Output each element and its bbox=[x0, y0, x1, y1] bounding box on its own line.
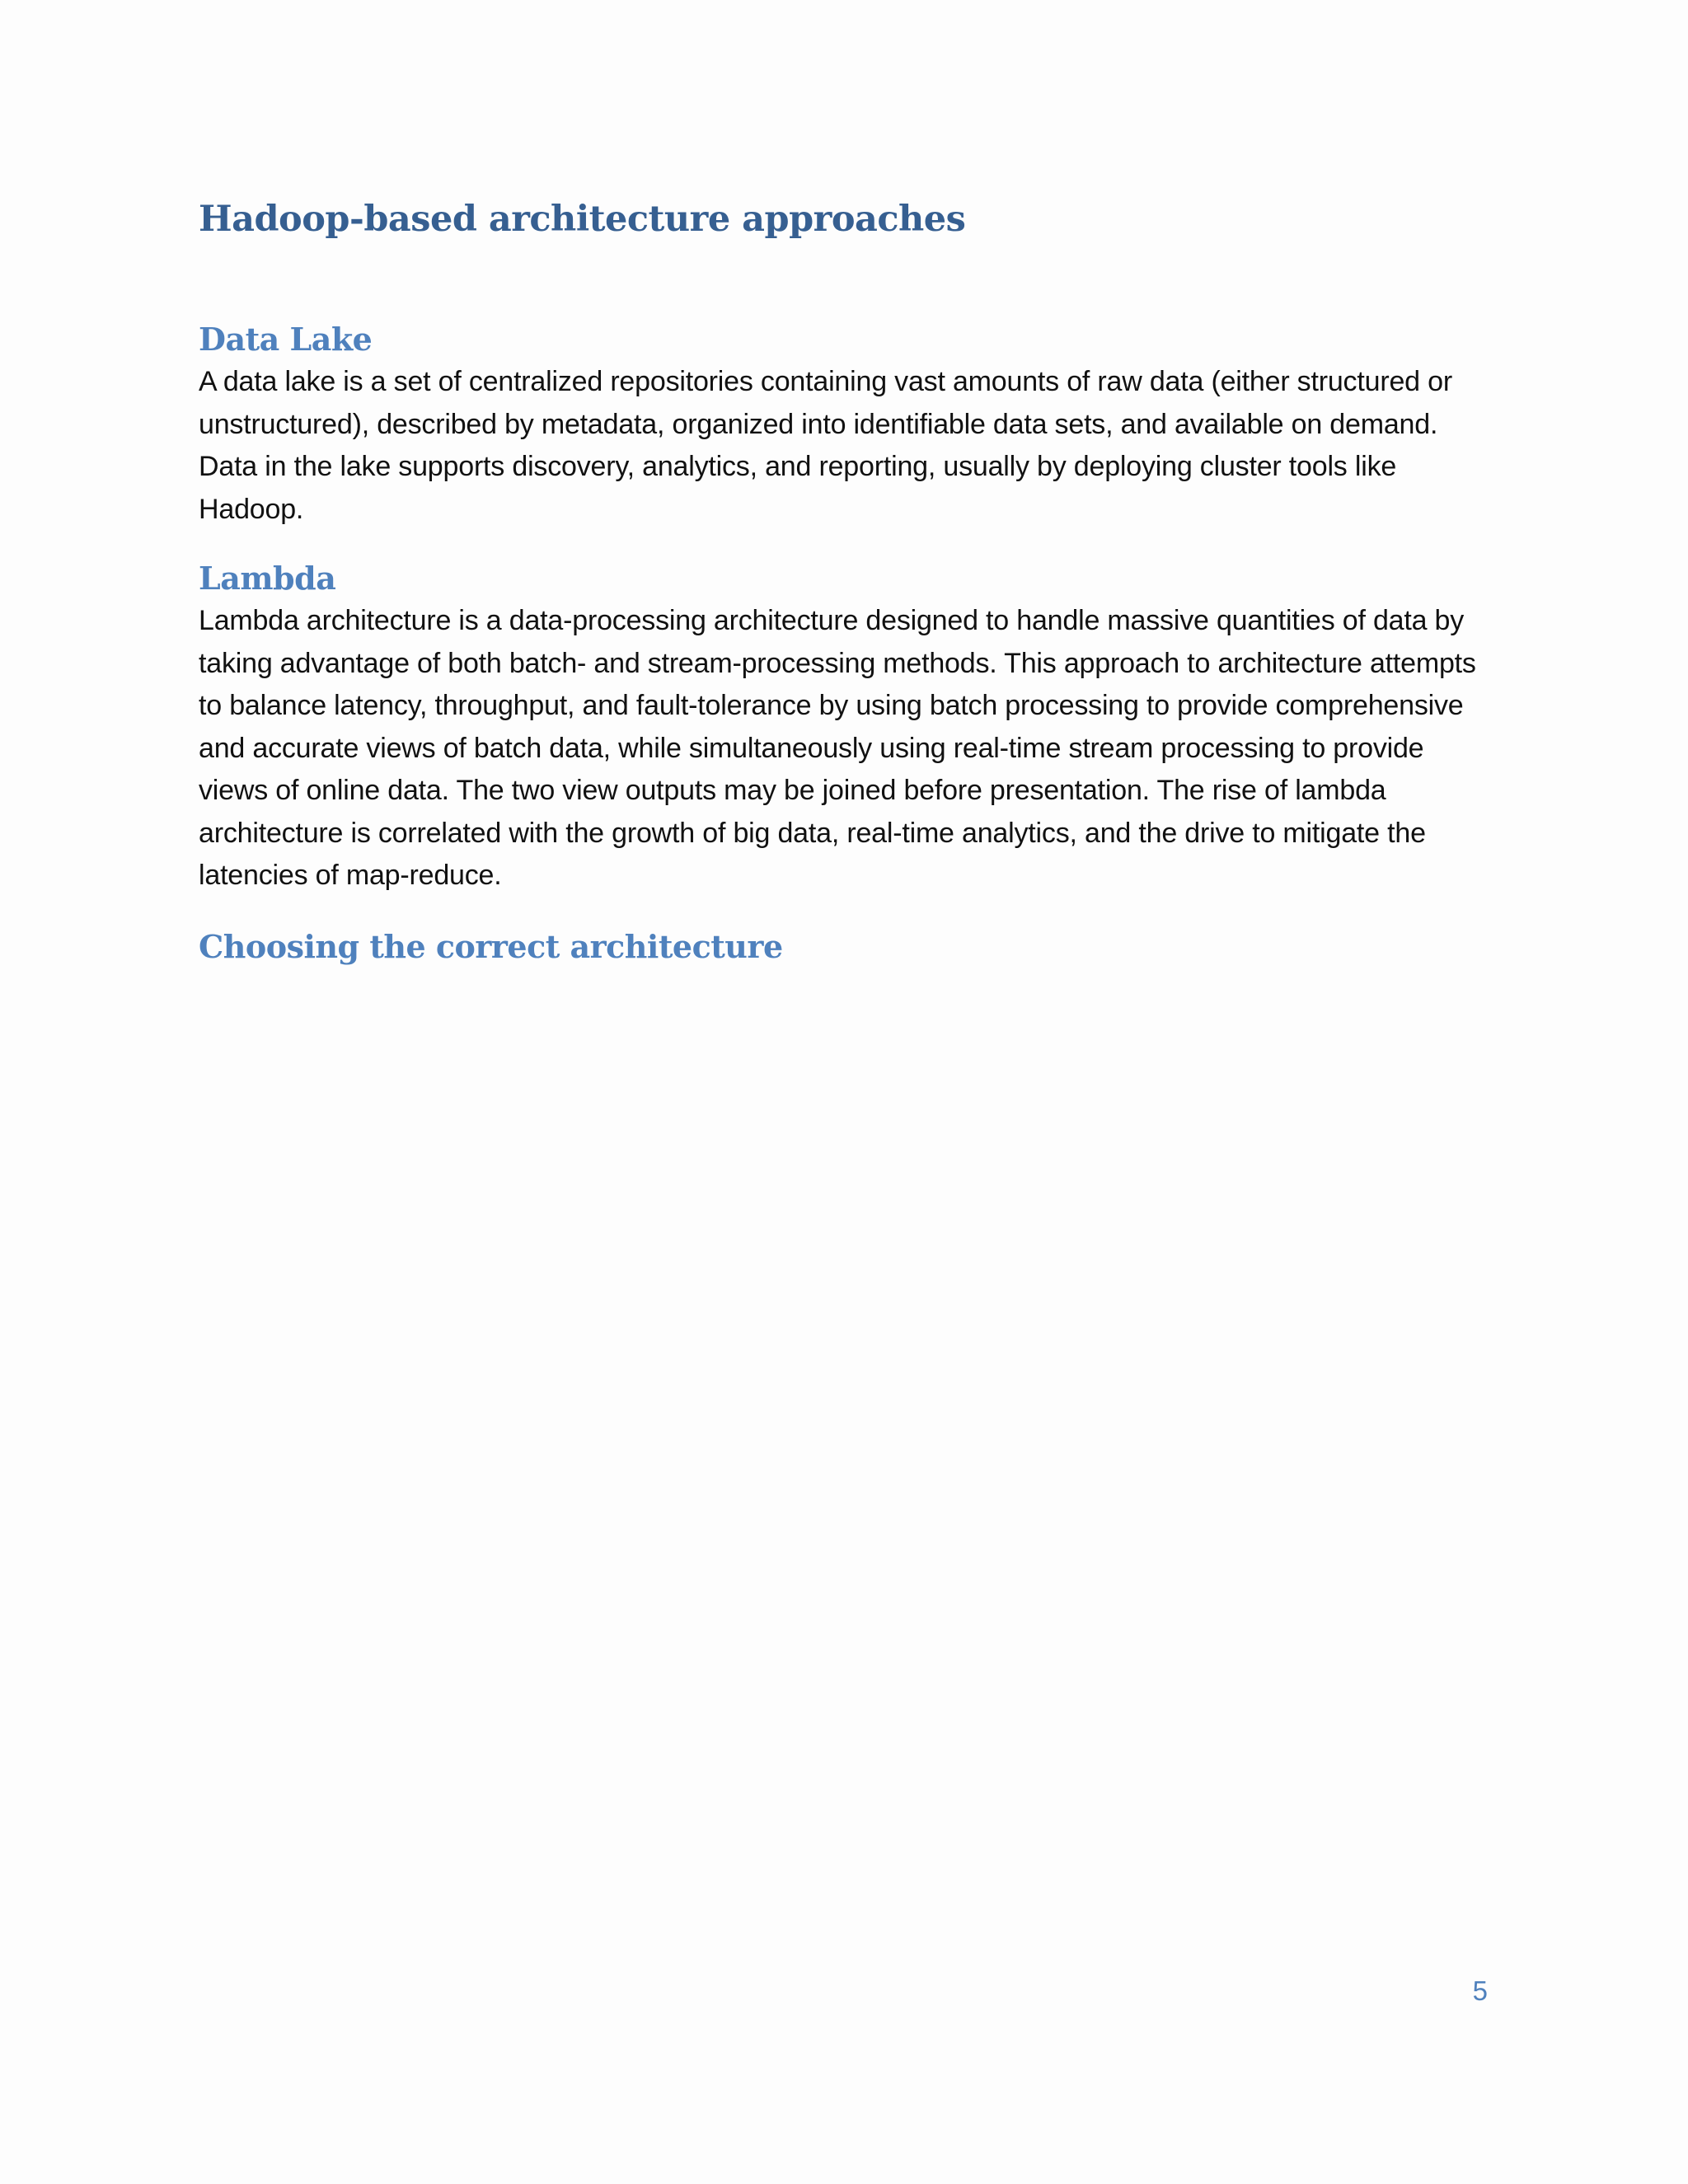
section-heading-lambda: Lambda bbox=[199, 560, 336, 597]
page-title: Hadoop-based architecture approaches bbox=[199, 199, 966, 240]
section-body-data-lake: A data lake is a set of centralized repositories containing vast amounts of raw data (either structured or unstructured), described by metadata, organized into identifiable data sets, and available on demand. Data in the lake supports discovery, analytics, and reporting, usually by deploying cluster tools like Hadoop. bbox=[199, 366, 1452, 525]
page-content bbox=[199, 196, 1484, 968]
section-body-lambda: Lambda architecture is a data-processing architecture designed to handle massive quantities of data by taking advantage of both batch- and stream-processing methods. This approach to architecture attempts to balance latency, throughput, and fault-tolerance by using batch processing to provide comprehensive and accurate views of batch data, while simultaneously using real-time stream processing to provide views of online data. The two view outputs may be joined before presentation. The rise of lambda architecture is correlated with the growth of big data, real-time analytics, and the drive to mitigate the latencies of map-reduce. bbox=[199, 605, 1476, 891]
page-number: 5 bbox=[1472, 1975, 1488, 2006]
section-heading-choosing-architecture: Choosing the correct architecture bbox=[199, 927, 783, 965]
section-heading-data-lake: Data Lake bbox=[199, 321, 373, 358]
